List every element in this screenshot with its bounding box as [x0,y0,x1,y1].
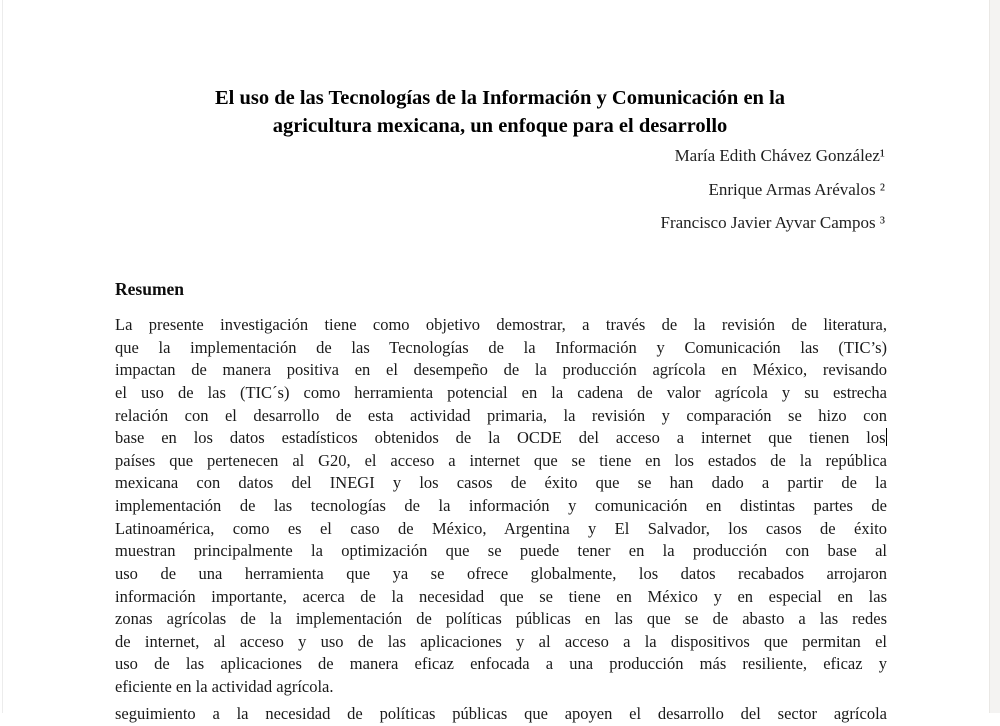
next-paragraph-clipped[interactable]: seguimiento a la necesidad de políticas públicas que apoyen el desarrollo del sector agrícola [115,704,887,723]
abstract-line[interactable]: el uso de las (TIC´s) como herramienta potencial en la cadena de valor agrícola y su estrecha [115,382,887,402]
abstract-line[interactable]: La presente investigación tiene como objetivo demostrar, a través de la revisión de literatura, [115,315,887,334]
abstract-line[interactable]: Latinoamérica, como es el caso de México, Argentina y El Salvador, los casos de éxito [115,518,887,538]
abstract-heading[interactable]: Resumen [115,279,185,299]
abstract-line[interactable]: uso de una herramienta que ya se ofrece globalmente, los datos recabados arrojaron [115,563,887,583]
page-left-edge [2,0,3,713]
abstract-line[interactable]: impactan de manera positiva en el desempeño de la producción agrícola en México, revisando [115,360,887,380]
author-byline[interactable] [115,139,885,240]
abstract-line[interactable]: eficiente en la actividad agrícola. [115,677,334,696]
abstract-line[interactable]: países que pertenecen al G20, el acceso a internet que se tiene en los estados de la república [115,450,887,470]
abstract-line[interactable]: que la implementación de las Tecnologías de la Información y Comunicación las (TIC’s) [115,337,887,357]
abstract-line[interactable]: muestran principalmente la optimización que se puede tener en la producción con base al [115,541,887,561]
author-2[interactable]: Enrique Armas Arévalos ² [708,179,885,199]
app-background-strip [990,0,1000,713]
text-cursor [886,428,888,446]
paper-title-line-1[interactable]: El uso de las Tecnologías de la Información y Comunicación en la [214,87,786,109]
abstract-line[interactable]: información importante, acerca de la necesidad que se tiene en México y en especial en las [115,586,887,606]
abstract-line[interactable]: zonas agrícolas de la implementación de políticas públicas en las que se de abasto a las redes [115,609,887,629]
author-1[interactable]: María Edith Chávez González¹ [674,146,885,165]
abstract-paragraph[interactable] [115,314,887,699]
abstract-line[interactable]: de internet, al acceso y uso de las aplicaciones y al acceso a la dispositivos que permitan el [115,631,887,651]
author-3[interactable]: Francisco Javier Ayvar Campos ³ [660,213,885,232]
abstract-line[interactable]: uso de las aplicaciones de manera eficaz enfocada a una producción más resiliente, eficaz y [115,654,887,674]
document-page[interactable] [3,0,990,723]
abstract-line[interactable]: relación con el desarrollo de esta actividad primaria, la revisión y comparación se hizo con [115,405,887,425]
paper-title-line-2[interactable]: agricultura mexicana, un enfoque para el desarrollo [272,115,728,137]
paper-title[interactable] [115,84,885,140]
abstract-line[interactable]: implementación de las tecnologías de la información y comunicación en distintas partes de [115,496,887,515]
abstract-line[interactable]: base en los datos estadísticos obtenidos de la OCDE del acceso a internet que tienen los [115,428,886,448]
abstract-line[interactable]: mexicana con datos del INEGI y los casos de éxito que se han dado a partir de la [115,473,887,493]
